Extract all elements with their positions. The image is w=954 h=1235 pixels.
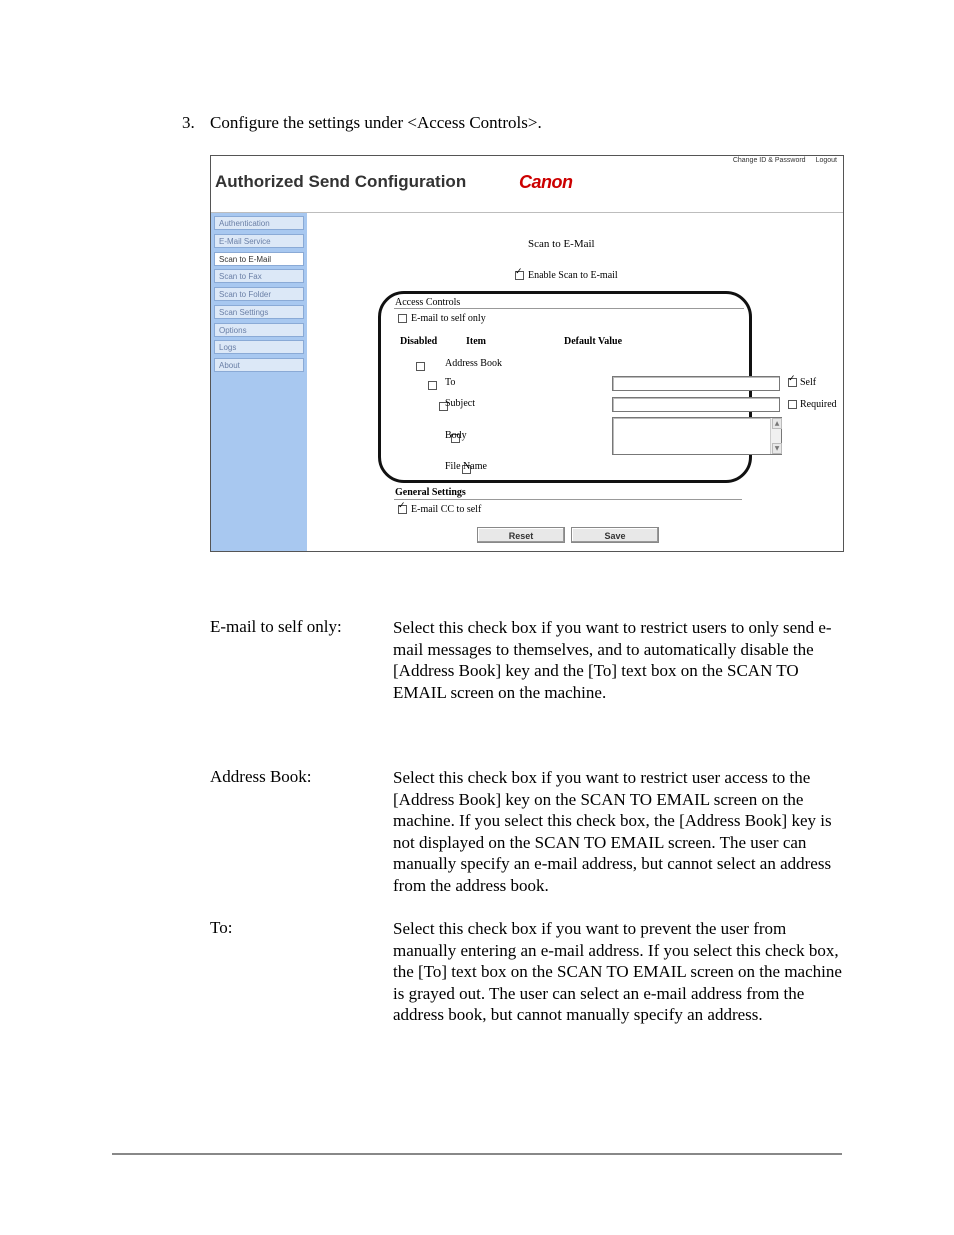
step-number: 3. [182,113,195,132]
self-option [788,377,816,388]
app-title: Authorized Send Configuration [215,172,467,191]
change-id-password-link[interactable]: Change ID & Password [732,157,806,164]
body-scrollbar[interactable] [770,418,781,454]
general-settings-title: General Settings [395,487,466,498]
subject-label: Subject [445,398,475,409]
nav-scan-to-fax[interactable]: Scan to Fax [214,269,304,283]
subject-input[interactable] [612,397,780,412]
save-button[interactable]: Save [571,527,659,543]
access-controls-title: Access Controls [395,297,461,308]
top-links [723,157,837,164]
self-checkbox[interactable] [788,378,797,387]
required-label: Required [800,399,837,410]
nav-scan-settings[interactable]: Scan Settings [214,305,304,319]
desc-address-book: Select this check box if you want to restrict user access to the [Address Book] key on the SCAN TO EMAIL screen on the machine. If you select this check box, the [Address Book] key is not displayed on the SCAN TO EMAIL screen. The user can manually specify an e-mail address, but cannot select an address from the address book. [393,768,832,895]
self-only-label: E-mail to self only [411,313,486,324]
canon-logo: Canon [519,172,573,192]
address-book-checkbox[interactable] [416,362,425,371]
body-label: Body [445,430,467,441]
nav-options[interactable]: Options [214,323,304,337]
nav-scan-to-folder[interactable]: Scan to Folder [214,287,304,301]
app-header [211,156,843,213]
cc-self-label: E-mail CC to self [411,504,482,515]
nav-logs[interactable]: Logs [214,340,304,354]
enable-label: Enable Scan to E-mail [528,270,618,281]
email-cc-self [398,504,481,515]
email-self-only [398,313,486,324]
enable-checkbox[interactable] [515,271,524,280]
main-content [308,213,843,551]
section-title: Scan to E-Mail [528,238,595,250]
nav-email-service[interactable]: E-Mail Service [214,234,304,248]
step-instruction [182,113,542,133]
term-address-book: Address Book: [210,767,312,786]
footer-rule [112,1153,842,1155]
file-name-label: File Name [445,461,487,472]
scroll-up-icon[interactable]: ▲ [772,418,782,429]
to-label: To [445,377,456,388]
col-default-value: Default Value [564,336,623,347]
nav-scan-to-email[interactable]: Scan to E-Mail [214,252,304,266]
term-to: To: [210,918,233,937]
cc-self-checkbox[interactable] [398,505,407,514]
sidebar-nav [211,213,307,551]
nav-about[interactable]: About [214,358,304,372]
config-screenshot [210,155,844,552]
to-input[interactable] [612,376,780,391]
col-item: Item [466,336,486,347]
self-label: Self [800,377,817,388]
enable-scan-to-email [515,270,618,281]
term-email-self-only: E-mail to self only: [210,617,342,636]
required-option [788,399,837,410]
desc-email-self-only: Select this check box if you want to restrict users to only send e-mail messages to themselves, and to automatically disable the [Address Book] key and the [To] text box on the SCAN TO EMAIL screen on the machine. [393,618,832,702]
to-checkbox[interactable] [428,381,437,390]
logout-link[interactable]: Logout [815,157,837,164]
body-textarea[interactable] [612,417,782,455]
nav-authentication[interactable]: Authentication [214,216,304,230]
scroll-down-icon[interactable]: ▼ [772,443,782,454]
col-disabled: Disabled [400,336,438,347]
divider [394,308,744,309]
required-checkbox[interactable] [788,400,797,409]
address-book-label: Address Book [445,358,502,369]
desc-to: Select this check box if you want to prevent the user from manually entering an e-mail address. If you select this check box, the [To] text box on the SCAN TO EMAIL screen on the machine is grayed out. The user can select an e-mail address from the address book, but cannot manually specify an address. [393,919,842,1025]
step-text: Configure the settings under <Access Controls>. [210,113,542,132]
self-only-checkbox[interactable] [398,314,407,323]
divider [394,499,742,500]
reset-button[interactable]: Reset [477,527,565,543]
